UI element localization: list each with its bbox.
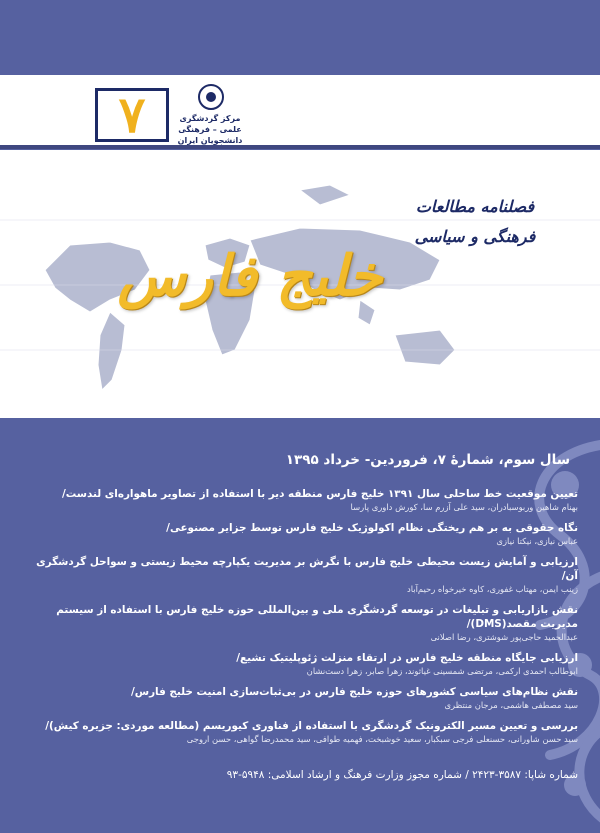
header-bar <box>0 75 600 145</box>
article-authors: عبدالحمید حاجی‌پور شوشتری، رضا اصلانی <box>430 632 578 642</box>
article-item <box>30 487 578 513</box>
article-item <box>30 685 578 711</box>
journal-title: خلیج فارس <box>117 243 383 309</box>
article-title: ارزیابی و آمایش زیست محیطی خلیج فارس با نگرش بر مدیریت یکپارچه محیط زیستی و سواحل گردشگری آن/ <box>36 556 578 582</box>
article-item <box>30 521 578 547</box>
article-title: نگاه حقوقی به بر هم ریختگی نظام اکولوژیک خلیج فارس توسط جزایر مصنوعی/ <box>166 522 578 534</box>
article-authors: ابوطالب احمدی ارکمی، مرتضی شمسینی غیاثوند، زهرا صابر، زهرا دست‌نشان <box>306 666 578 676</box>
jahad-emblem-icon <box>198 84 224 110</box>
article-item <box>30 603 578 643</box>
article-authors: سید مصطفی هاشمی، مرجان منتظری <box>444 700 578 710</box>
header-bar-shadow <box>0 145 600 149</box>
article-authors: سید حسن شاورانی، حسنعلی فرجی سبکبار، سعید خوشبخت، فهمیه طوافی، سید محمدرضا گواهی، حسن اروجی <box>186 734 578 744</box>
issue-number-box <box>95 85 169 144</box>
article-item <box>30 555 578 595</box>
article-title: تعیین موقعیت خط ساحلی سال ۱۳۹۱ خلیج فارس منطقه دیر با استفاده از تصاویر ماهواره‌ای لندست/ <box>61 488 578 500</box>
article-authors: زینب ایمن، مهتاب غفوری، کاوه خیرخواه رحیم‌آباد <box>406 584 578 594</box>
journal-subtitle: فصلنامه مطالعات فرهنگی و سیاسی <box>414 197 536 246</box>
article-title: نقش بازاریابی و تبلیغات در توسعه گردشگری ملی و بین‌المللی حوزه خلیج فارس با استفاده از سیستم مدیریت مقصد(DMS)/ <box>56 604 578 630</box>
publisher-block <box>168 84 252 145</box>
article-title: نقش نظام‌های سیاسی کشورهای حوزه خلیج فارس در بی‌ثبات‌سازی امنیت خلیج فارس/ <box>130 686 578 698</box>
article-authors: بهنام شاهین وربوسبادران، سید علی آزرم سا، کورش داوری پارسا <box>350 502 578 512</box>
top-band <box>0 0 600 75</box>
table-of-contents <box>30 487 578 753</box>
article-title: ارزیابی جایگاه منطقه خلیج فارس در ارتقاء منزلت ژئوپلیتیک تشیع/ <box>236 652 578 664</box>
issue-info: سال سوم، شمارهٔ ۷، فروردین- خرداد ۱۳۹۵ <box>285 452 570 468</box>
article-title: بررسی و تعیین مسیر الکترونیک گردشگری با استفاده از فناوری کیوریسم (مطالعه موردی: جزیره کیش)/ <box>45 720 578 732</box>
article-item <box>30 651 578 677</box>
issue-number: ۷ <box>118 85 146 144</box>
publisher-name: مرکز گردشگری علمی – فرهنگی دانشجویان ایران <box>177 114 243 145</box>
article-item <box>30 719 578 745</box>
article-authors: عباس نیازی، نیکتا نیازی <box>496 536 578 546</box>
license-footer: شماره شاپا: ۳۵۸۷-۲۴۲۳ / شماره مجوز وزارت فرهنگ و ارشاد اسلامی: ۵۹۴۸-۹۳ <box>226 769 578 781</box>
